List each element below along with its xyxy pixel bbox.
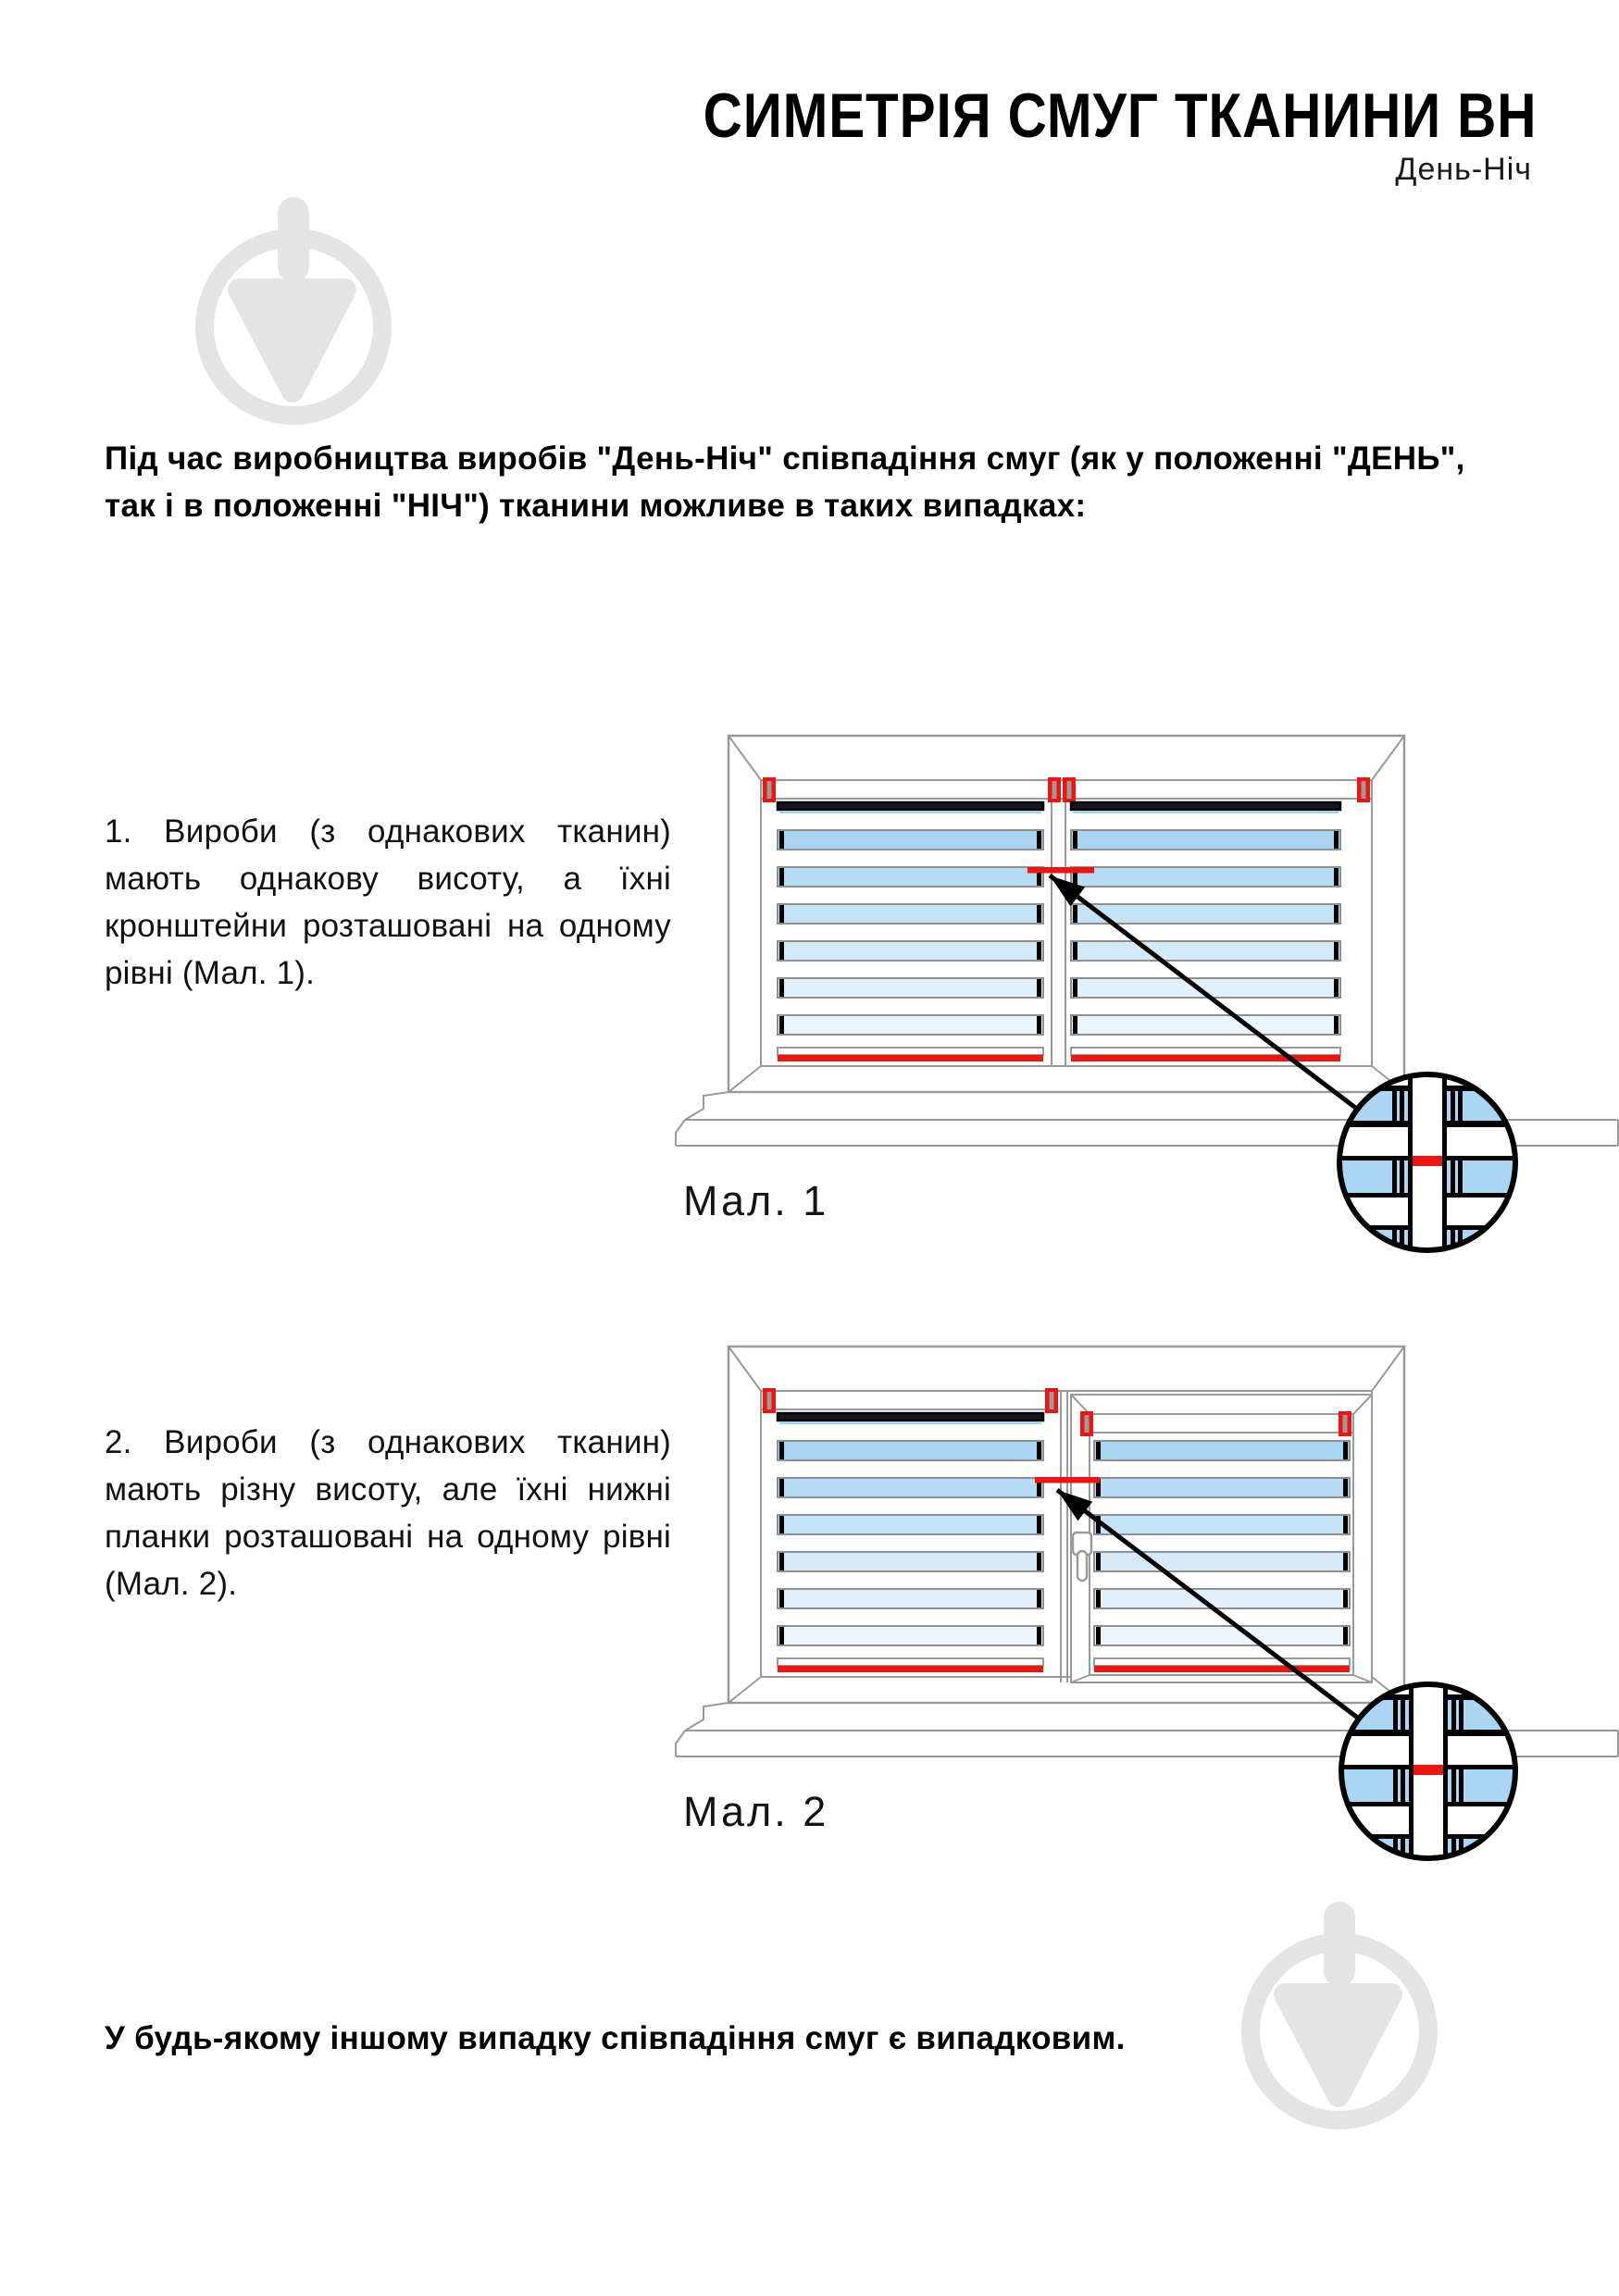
trowel-logo-watermark-top	[205, 197, 382, 416]
figure-2-caption: Мал. 2	[683, 1788, 829, 1835]
page-subtitle: День-Ніч	[1395, 152, 1532, 187]
item-1-text: 1. Вироби (з однакових тканин) мають однакову висоту, а їхні кронштейни розташовані на одному рівні (Мал. 1).	[105, 813, 671, 991]
red-alignment-mark	[1027, 867, 1094, 874]
magnifier-stripe-detail	[1341, 1684, 1515, 1876]
item-2-text: 2. Вироби (з однакових тканин) мають різну висоту, але їхні нижні планки розташовані на одному рівні (Мал. 2).	[105, 1424, 671, 1602]
figure-1-window-blinds-diagram	[398, 722, 1619, 1277]
blind-cassette-rail	[761, 777, 1372, 802]
blind-cassette-rail	[1080, 1411, 1353, 1436]
intro-line-2: так і в положенні "НІЧ") тканини можливе в таких випадках:	[105, 488, 1087, 524]
footer-note: У будь-якому іншому випадку співпадіння смуг є випадковим.	[105, 2020, 1126, 2056]
intro-line-1: Під час виробництва виробів "День-Ніч" співпадіння смуг (як у положенні "ДЕНЬ",	[105, 441, 1465, 477]
magnifier-stripe-detail	[1339, 1074, 1515, 1267]
figure-2-window-blinds-diagram	[398, 1333, 1619, 1888]
figure-1-caption: Мал. 1	[683, 1177, 829, 1224]
trowel-logo-watermark-bottom	[1251, 1902, 1428, 2120]
page-title: СИМЕТРІЯ СМУГ ТКАНИНИ ВН	[703, 81, 1537, 151]
blind-cassette-rail	[761, 1388, 1058, 1413]
red-alignment-mark	[1035, 1477, 1100, 1483]
intro-paragraph	[105, 435, 1567, 529]
